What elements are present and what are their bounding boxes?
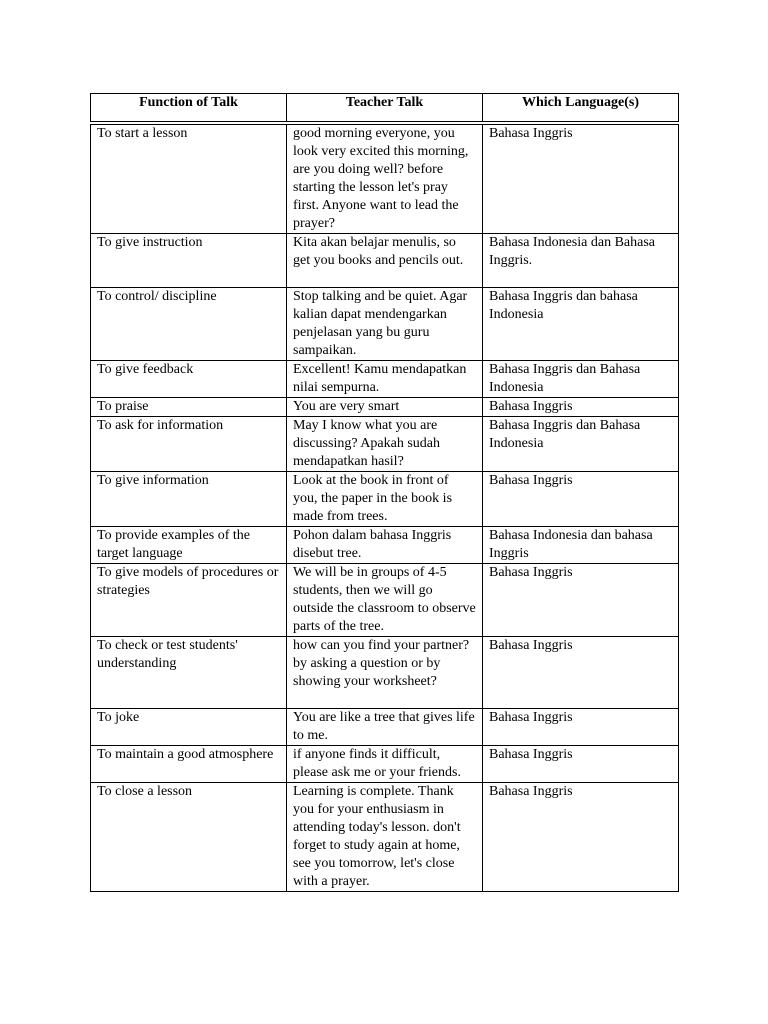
table-row (91, 709, 679, 746)
function-cell: To give models of procedures or strategies (91, 564, 287, 637)
language-cell: Bahasa Inggris (483, 637, 679, 709)
teacher-talk-cell: You are very smart (287, 398, 483, 417)
language-cell: Bahasa Inggris dan Bahasa Indonesia (483, 417, 679, 472)
table-row (91, 288, 679, 361)
header-function-of-talk: Function of Talk (91, 94, 287, 124)
language-cell: Bahasa Inggris dan Bahasa Indonesia (483, 361, 679, 398)
teacher-talk-cell: Stop talking and be quiet. Agar kalian dapat mendengarkan penjelasan yang bu guru sampaikan. (287, 288, 483, 361)
table-row (91, 527, 679, 564)
teacher-talk-cell: good morning everyone, you look very excited this morning, are you doing well? before starting the lesson let's pray first. Anyone want to lead the prayer? (287, 123, 483, 234)
language-cell: Bahasa Indonesia dan bahasa Inggris (483, 527, 679, 564)
teacher-talk-cell: Kita akan belajar menulis, so get you books and pencils out. (287, 234, 483, 288)
language-cell: Bahasa Inggris (483, 564, 679, 637)
function-cell: To ask for information (91, 417, 287, 472)
function-cell: To praise (91, 398, 287, 417)
table-row (91, 398, 679, 417)
language-cell: Bahasa Inggris (483, 746, 679, 783)
table-header-row (91, 94, 679, 124)
table-row (91, 234, 679, 288)
teacher-talk-cell: You are like a tree that gives life to me. (287, 709, 483, 746)
teacher-talk-cell: Excellent! Kamu mendapatkan nilai sempurna. (287, 361, 483, 398)
teacher-talk-cell: if anyone finds it difficult, please ask me or your friends. (287, 746, 483, 783)
language-cell: Bahasa Inggris (483, 398, 679, 417)
teacher-talk-cell: May I know what you are discussing? Apakah sudah mendapatkan hasil? (287, 417, 483, 472)
teacher-talk-cell: Look at the book in front of you, the paper in the book is made from trees. (287, 472, 483, 527)
table-row (91, 637, 679, 709)
function-cell: To close a lesson (91, 783, 287, 892)
header-teacher-talk: Teacher Talk (287, 94, 483, 124)
function-cell: To give instruction (91, 234, 287, 288)
function-cell: To give feedback (91, 361, 287, 398)
table-row (91, 746, 679, 783)
function-cell: To give information (91, 472, 287, 527)
function-cell: To provide examples of the target language (91, 527, 287, 564)
language-cell: Bahasa Inggris (483, 123, 679, 234)
function-cell: To control/ discipline (91, 288, 287, 361)
function-cell: To check or test students' understanding (91, 637, 287, 709)
teacher-talk-cell: We will be in groups of 4-5 students, then we will go outside the classroom to observe parts of the tree. (287, 564, 483, 637)
table-row (91, 361, 679, 398)
table-row (91, 783, 679, 892)
table-row (91, 472, 679, 527)
header-which-language: Which Language(s) (483, 94, 679, 124)
teacher-talk-cell: Learning is complete. Thank you for your enthusiasm in attending today's lesson. don't forget to study again at home, see you tomorrow, let's close with a prayer. (287, 783, 483, 892)
table-row (91, 123, 679, 234)
table-row (91, 417, 679, 472)
language-cell: Bahasa Indonesia dan Bahasa Inggris. (483, 234, 679, 288)
language-cell: Bahasa Inggris (483, 783, 679, 892)
function-cell: To joke (91, 709, 287, 746)
function-of-talk-table (90, 93, 679, 892)
teacher-talk-cell: how can you find your partner? by asking a question or by showing your worksheet? (287, 637, 483, 709)
teacher-talk-cell: Pohon dalam bahasa Inggris disebut tree. (287, 527, 483, 564)
function-cell: To maintain a good atmosphere (91, 746, 287, 783)
language-cell: Bahasa Inggris (483, 472, 679, 527)
language-cell: Bahasa Inggris dan bahasa Indonesia (483, 288, 679, 361)
language-cell: Bahasa Inggris (483, 709, 679, 746)
function-cell: To start a lesson (91, 123, 287, 234)
table-row (91, 564, 679, 637)
